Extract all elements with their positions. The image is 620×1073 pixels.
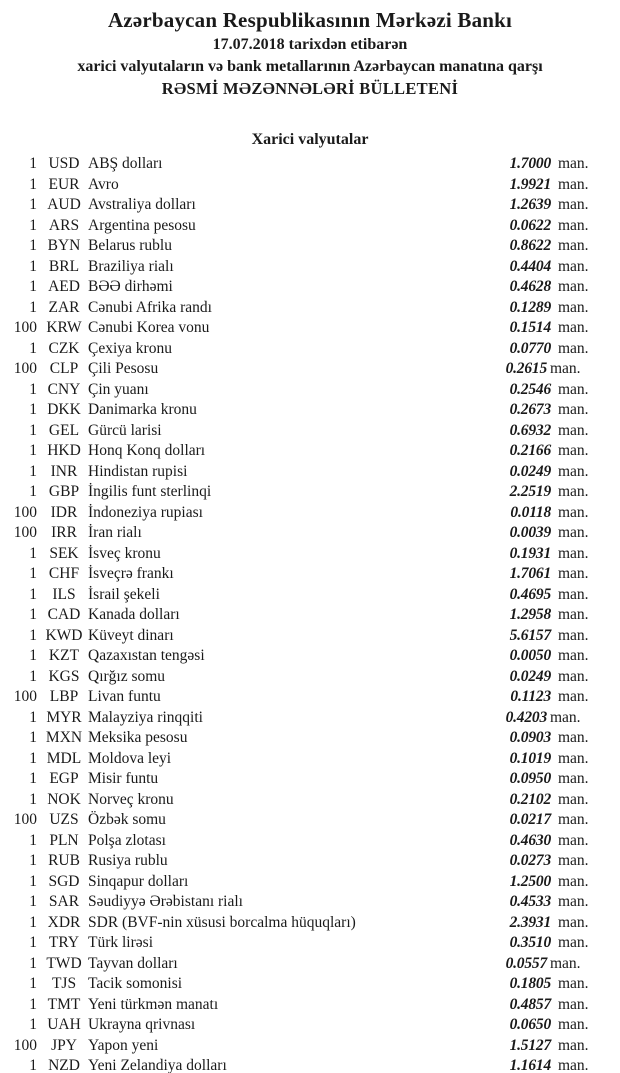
currency-quantity: 1 (29, 606, 37, 623)
currency-row (0, 441, 620, 462)
unit-label: man. (558, 155, 589, 172)
currency-code: UZS (49, 811, 79, 828)
currency-name: Meksika pesosu (88, 729, 188, 746)
effective-date: 17.07.2018 tarixdən etibarən (212, 36, 408, 53)
currency-quantity: 1 (29, 196, 37, 213)
currency-name: BƏƏ dirhəmi (88, 278, 173, 295)
currency-name: Braziliya rialı (88, 257, 174, 275)
currency-quantity: 1 (29, 770, 37, 787)
currency-row (0, 995, 620, 1016)
currency-code: ZAR (48, 298, 80, 316)
unit-label: man. (558, 401, 589, 418)
exchange-rate: 0.0039 (509, 524, 551, 541)
unit-label: man. (558, 606, 589, 623)
currency-name: Qazaxıstan tengəsi (88, 647, 205, 664)
exchange-rate: 0.0249 (509, 462, 551, 480)
currency-quantity: 1 (29, 913, 37, 931)
currency-quantity: 100 (13, 360, 37, 377)
exchange-rate: 0.4857 (509, 995, 551, 1013)
currency-quantity: 1 (29, 647, 37, 664)
unit-label: man. (558, 790, 589, 808)
currency-code: AUD (47, 196, 81, 213)
currency-quantity: 1 (29, 298, 37, 316)
currency-quantity: 1 (29, 175, 37, 193)
currency-name: Moldova leyi (88, 749, 172, 767)
currency-row (0, 892, 620, 913)
exchange-rate: 0.8622 (509, 237, 551, 254)
currency-name: Çin yuanı (88, 380, 149, 398)
currency-name: Özbək somu (88, 811, 166, 828)
currency-quantity: 1 (29, 975, 37, 992)
unit-label: man. (558, 872, 589, 890)
unit-label: man. (558, 831, 589, 849)
currency-name: SDR (BVF-nin xüsusi borcalma hüquqları) (88, 913, 356, 931)
document-subtitle: xarici valyutaların və bank metallarının Azərbaycan manatına qarşı (77, 58, 543, 75)
currency-code: LBP (49, 688, 79, 705)
currency-code: USD (48, 155, 80, 172)
unit-label: man. (558, 421, 589, 439)
exchange-rate: 0.1019 (509, 749, 551, 767)
currency-name: Gürcü larisi (88, 421, 162, 439)
currency-name: Hindistan rupisi (88, 462, 188, 480)
currency-row (0, 1036, 620, 1057)
currency-quantity: 1 (29, 954, 37, 972)
unit-label: man. (558, 565, 589, 582)
currency-row (0, 749, 620, 770)
currency-name: ABŞ dolları (88, 155, 163, 172)
unit-label: man. (558, 667, 589, 685)
currency-name: Sinqapur dolları (88, 872, 189, 890)
exchange-rate: 0.0273 (509, 852, 551, 869)
exchange-rate: 0.2166 (509, 442, 551, 459)
currency-quantity: 1 (29, 667, 37, 685)
currency-code: INR (50, 462, 78, 480)
currency-name: Küveyt dinarı (88, 626, 174, 644)
currency-name: İndoneziya rupiası (88, 503, 203, 521)
exchange-rate: 2.3931 (509, 913, 551, 931)
currency-code: IRR (51, 524, 77, 541)
currency-quantity: 1 (29, 380, 37, 398)
currency-quantity: 1 (29, 626, 37, 644)
exchange-rate: 1.2958 (509, 606, 551, 623)
exchange-rate: 1.5127 (509, 1036, 551, 1054)
currency-name: Türk lirəsi (88, 934, 153, 951)
unit-label: man. (558, 995, 589, 1013)
currency-name: Rusiya rublu (88, 852, 168, 869)
currency-code: CZK (48, 339, 80, 357)
currency-name: Malayziya rinqqiti (88, 708, 203, 726)
currency-code: MDL (46, 749, 82, 767)
currency-row (0, 810, 620, 831)
unit-label: man. (558, 893, 589, 910)
currency-quantity: 100 (13, 811, 37, 828)
currency-name: Cənubi Korea vonu (88, 319, 210, 336)
currency-code: SGD (48, 872, 80, 890)
currency-name: Kanada dolları (88, 606, 180, 623)
exchange-rate: 0.4695 (509, 585, 551, 603)
currency-code: KWD (45, 626, 83, 644)
unit-label: man. (558, 216, 589, 234)
currency-code: KZT (48, 647, 80, 664)
currency-row (0, 175, 620, 196)
currency-name: Səudiyyə Ərəbistanı rialı (88, 893, 243, 910)
currency-quantity: 1 (29, 934, 37, 951)
unit-label: man. (558, 298, 589, 316)
exchange-rate: 0.1123 (510, 688, 551, 705)
currency-row (0, 544, 620, 565)
currency-name: Livan funtu (88, 688, 161, 705)
unit-label: man. (558, 503, 589, 521)
currency-row (0, 482, 620, 503)
unit-label: man. (558, 852, 589, 869)
currency-row (0, 564, 620, 585)
currency-row (0, 851, 620, 872)
currency-quantity: 1 (29, 339, 37, 357)
unit-label: man. (550, 954, 581, 972)
currency-name: Yeni Zelandiya dolları (88, 1057, 227, 1073)
bulletin-title: RƏSMİ MƏZƏNNƏLƏRİ BÜLLETENİ (161, 79, 459, 98)
unit-label: man. (558, 1036, 589, 1054)
exchange-rate: 5.6157 (509, 626, 551, 644)
currency-row (0, 708, 620, 729)
currency-code: KRW (46, 319, 82, 336)
currency-quantity: 1 (29, 216, 37, 234)
currency-name: Avstraliya dolları (88, 196, 196, 213)
currency-code: BYN (47, 237, 81, 254)
currency-name: İngilis funt sterlinqi (88, 483, 212, 500)
unit-label: man. (558, 442, 589, 459)
currency-code: JPY (51, 1036, 77, 1054)
currency-code: SAR (48, 893, 80, 910)
currency-quantity: 1 (29, 790, 37, 808)
exchange-rate: 0.0249 (509, 667, 551, 685)
currency-code: IDR (50, 503, 78, 521)
currency-quantity: 1 (29, 893, 37, 910)
currency-quantity: 1 (29, 1016, 37, 1033)
currency-row (0, 1056, 620, 1073)
currency-row (0, 1015, 620, 1036)
exchange-rate: 0.0557 (505, 954, 547, 972)
exchange-rate: 0.1289 (509, 298, 551, 316)
currency-code: KGS (48, 667, 80, 685)
currency-code: CNY (47, 380, 81, 398)
currency-name: İran rialı (88, 524, 142, 541)
currency-code: GEL (48, 421, 80, 439)
currency-code: XDR (47, 913, 81, 931)
currency-quantity: 1 (29, 421, 37, 439)
currency-row (0, 646, 620, 667)
currency-code: NZD (48, 1057, 80, 1073)
exchange-rate: 2.2519 (509, 483, 551, 500)
unit-label: man. (558, 278, 589, 295)
unit-label: man. (558, 626, 589, 644)
currency-row (0, 605, 620, 626)
unit-label: man. (558, 913, 589, 931)
exchange-rate: 0.4630 (509, 831, 551, 849)
exchange-rate: 0.2615 (505, 360, 547, 377)
currency-quantity: 1 (29, 1057, 37, 1073)
currency-quantity: 1 (29, 462, 37, 480)
currency-row (0, 154, 620, 175)
currency-row (0, 421, 620, 442)
currency-name: Danimarka kronu (88, 401, 197, 418)
currency-quantity: 100 (13, 1036, 37, 1054)
exchange-rate: 0.0050 (509, 647, 551, 664)
document-header (0, 0, 620, 100)
unit-label: man. (558, 237, 589, 254)
section-title: Xarici valyutalar (251, 131, 369, 148)
currency-code: NOK (47, 790, 81, 808)
currency-code: RUB (48, 852, 80, 869)
currency-code: CHF (48, 565, 80, 582)
currency-name: Tayvan dolları (88, 954, 178, 972)
currency-code: CLP (49, 360, 79, 377)
currency-quantity: 1 (29, 831, 37, 849)
currency-name: Ukrayna qrivnası (88, 1016, 196, 1033)
currency-row (0, 298, 620, 319)
unit-label: man. (558, 483, 589, 500)
exchange-rate: 0.0622 (509, 216, 551, 234)
currency-row (0, 339, 620, 360)
currency-name: Çexiya kronu (88, 339, 172, 357)
currency-rate-table (0, 154, 620, 1073)
currency-code: AED (48, 278, 80, 295)
currency-quantity: 1 (29, 544, 37, 562)
unit-label: man. (558, 688, 589, 705)
currency-quantity: 100 (13, 319, 37, 336)
currency-name: Tacik somonisi (88, 975, 183, 992)
exchange-rate: 0.0118 (510, 503, 551, 521)
currency-code: PLN (49, 831, 79, 849)
unit-label: man. (558, 1057, 589, 1073)
currency-row (0, 523, 620, 544)
currency-quantity: 100 (13, 524, 37, 541)
unit-label: man. (558, 380, 589, 398)
unit-label: man. (558, 1016, 589, 1033)
exchange-rate: 0.0650 (509, 1016, 551, 1033)
currency-row (0, 503, 620, 524)
currency-name: Cənubi Afrika randı (88, 298, 212, 316)
exchange-rate: 0.1805 (509, 975, 551, 992)
unit-label: man. (558, 462, 589, 480)
currency-code: GBP (48, 483, 80, 500)
exchange-rate: 0.4533 (509, 893, 551, 910)
exchange-rate: 0.4404 (509, 257, 551, 275)
currency-code: ILS (52, 585, 76, 603)
bank-name: Azərbaycan Respublikasının Mərkəzi Bankı (107, 8, 513, 32)
currency-code: UAH (47, 1016, 81, 1033)
currency-code: TWD (46, 954, 82, 972)
exchange-rate: 0.0950 (509, 770, 551, 787)
currency-code: EGP (49, 770, 79, 787)
currency-name: Qırğız somu (88, 667, 166, 685)
unit-label: man. (558, 544, 589, 562)
unit-label: man. (558, 975, 589, 992)
unit-label: man. (558, 257, 589, 275)
currency-code: CAD (47, 606, 81, 623)
unit-label: man. (550, 360, 581, 377)
currency-row (0, 626, 620, 647)
currency-code: DKK (47, 401, 81, 418)
currency-row (0, 687, 620, 708)
currency-row (0, 216, 620, 237)
exchange-rate: 0.4203 (505, 708, 547, 726)
currency-row (0, 933, 620, 954)
currency-quantity: 1 (29, 278, 37, 295)
currency-name: Yeni türkmən manatı (88, 995, 219, 1013)
currency-quantity: 1 (29, 483, 37, 500)
exchange-rate: 0.4628 (509, 278, 551, 295)
unit-label: man. (558, 729, 589, 746)
exchange-rate: 0.0770 (509, 339, 551, 357)
currency-name: İsveç kronu (88, 544, 161, 562)
currency-row (0, 872, 620, 893)
currency-quantity: 1 (29, 257, 37, 275)
currency-row (0, 257, 620, 278)
currency-row (0, 974, 620, 995)
currency-name: Avro (88, 175, 119, 193)
currency-code: HKD (47, 442, 81, 459)
currency-quantity: 1 (29, 708, 37, 726)
currency-row (0, 318, 620, 339)
currency-code: TJS (51, 975, 77, 992)
unit-label: man. (558, 770, 589, 787)
exchange-rate: 1.7000 (509, 155, 551, 172)
exchange-rate: 0.1514 (509, 319, 551, 336)
currency-quantity: 1 (29, 749, 37, 767)
currency-name: Argentina pesosu (88, 216, 196, 234)
currency-row (0, 585, 620, 606)
unit-label: man. (558, 319, 589, 336)
currency-quantity: 1 (29, 852, 37, 869)
exchange-rate: 1.7061 (509, 565, 551, 582)
exchange-rate: 0.2102 (509, 790, 551, 808)
currency-row (0, 728, 620, 749)
currency-quantity: 1 (29, 729, 37, 746)
currency-name: Belarus rublu (88, 237, 172, 254)
currency-quantity: 100 (13, 503, 37, 521)
currency-name: İsveçrə frankı (88, 565, 174, 582)
currency-row (0, 277, 620, 298)
unit-label: man. (558, 749, 589, 767)
currency-quantity: 1 (29, 585, 37, 603)
currency-name: İsrail şekeli (88, 585, 160, 603)
currency-row (0, 195, 620, 216)
currency-row (0, 769, 620, 790)
currency-row (0, 913, 620, 934)
currency-code: MYR (46, 708, 82, 726)
currency-quantity: 1 (29, 155, 37, 172)
currency-code: TRY (48, 934, 80, 951)
exchange-rate: 1.1614 (509, 1057, 551, 1073)
currency-quantity: 1 (29, 565, 37, 582)
currency-row (0, 359, 620, 380)
currency-row (0, 954, 620, 975)
currency-code: MXN (45, 729, 83, 746)
currency-row (0, 236, 620, 257)
exchange-rate: 1.2639 (509, 196, 551, 213)
unit-label: man. (558, 934, 589, 951)
exchange-rate: 0.2546 (509, 380, 551, 398)
currency-row (0, 667, 620, 688)
unit-label: man. (558, 585, 589, 603)
currency-name: Polşa zlotası (88, 831, 166, 849)
unit-label: man. (558, 339, 589, 357)
exchange-rate: 0.1931 (509, 544, 551, 562)
exchange-rate: 0.3510 (509, 934, 551, 951)
exchange-rate: 0.0903 (509, 729, 551, 746)
currency-row (0, 462, 620, 483)
currency-quantity: 1 (29, 401, 37, 418)
currency-code: EUR (48, 175, 80, 193)
currency-name: Yapon yeni (88, 1036, 159, 1054)
exchange-rate: 0.2673 (509, 401, 551, 418)
currency-name: Çili Pesosu (88, 360, 159, 377)
currency-quantity: 1 (29, 237, 37, 254)
unit-label: man. (550, 708, 581, 726)
exchange-rate: 0.6932 (509, 421, 551, 439)
unit-label: man. (558, 647, 589, 664)
currency-code: BRL (48, 257, 80, 275)
unit-label: man. (558, 811, 589, 828)
exchange-rate: 1.9921 (509, 175, 551, 193)
unit-label: man. (558, 175, 589, 193)
currency-code: TMT (47, 995, 81, 1013)
currency-quantity: 1 (29, 995, 37, 1013)
currency-quantity: 1 (29, 872, 37, 890)
currency-quantity: 100 (13, 688, 37, 705)
currency-quantity: 1 (29, 442, 37, 459)
currency-row (0, 790, 620, 811)
currency-row (0, 831, 620, 852)
currency-name: Norveç kronu (88, 790, 174, 808)
exchange-rate: 1.2500 (509, 872, 551, 890)
unit-label: man. (558, 196, 589, 213)
currency-code: ARS (48, 216, 80, 234)
currency-name: Honq Konq dolları (88, 442, 206, 459)
exchange-rate: 0.0217 (509, 811, 551, 828)
currency-name: Misir funtu (88, 770, 159, 787)
currency-row (0, 400, 620, 421)
currency-code: SEK (49, 544, 79, 562)
currency-row (0, 380, 620, 401)
unit-label: man. (558, 524, 589, 541)
